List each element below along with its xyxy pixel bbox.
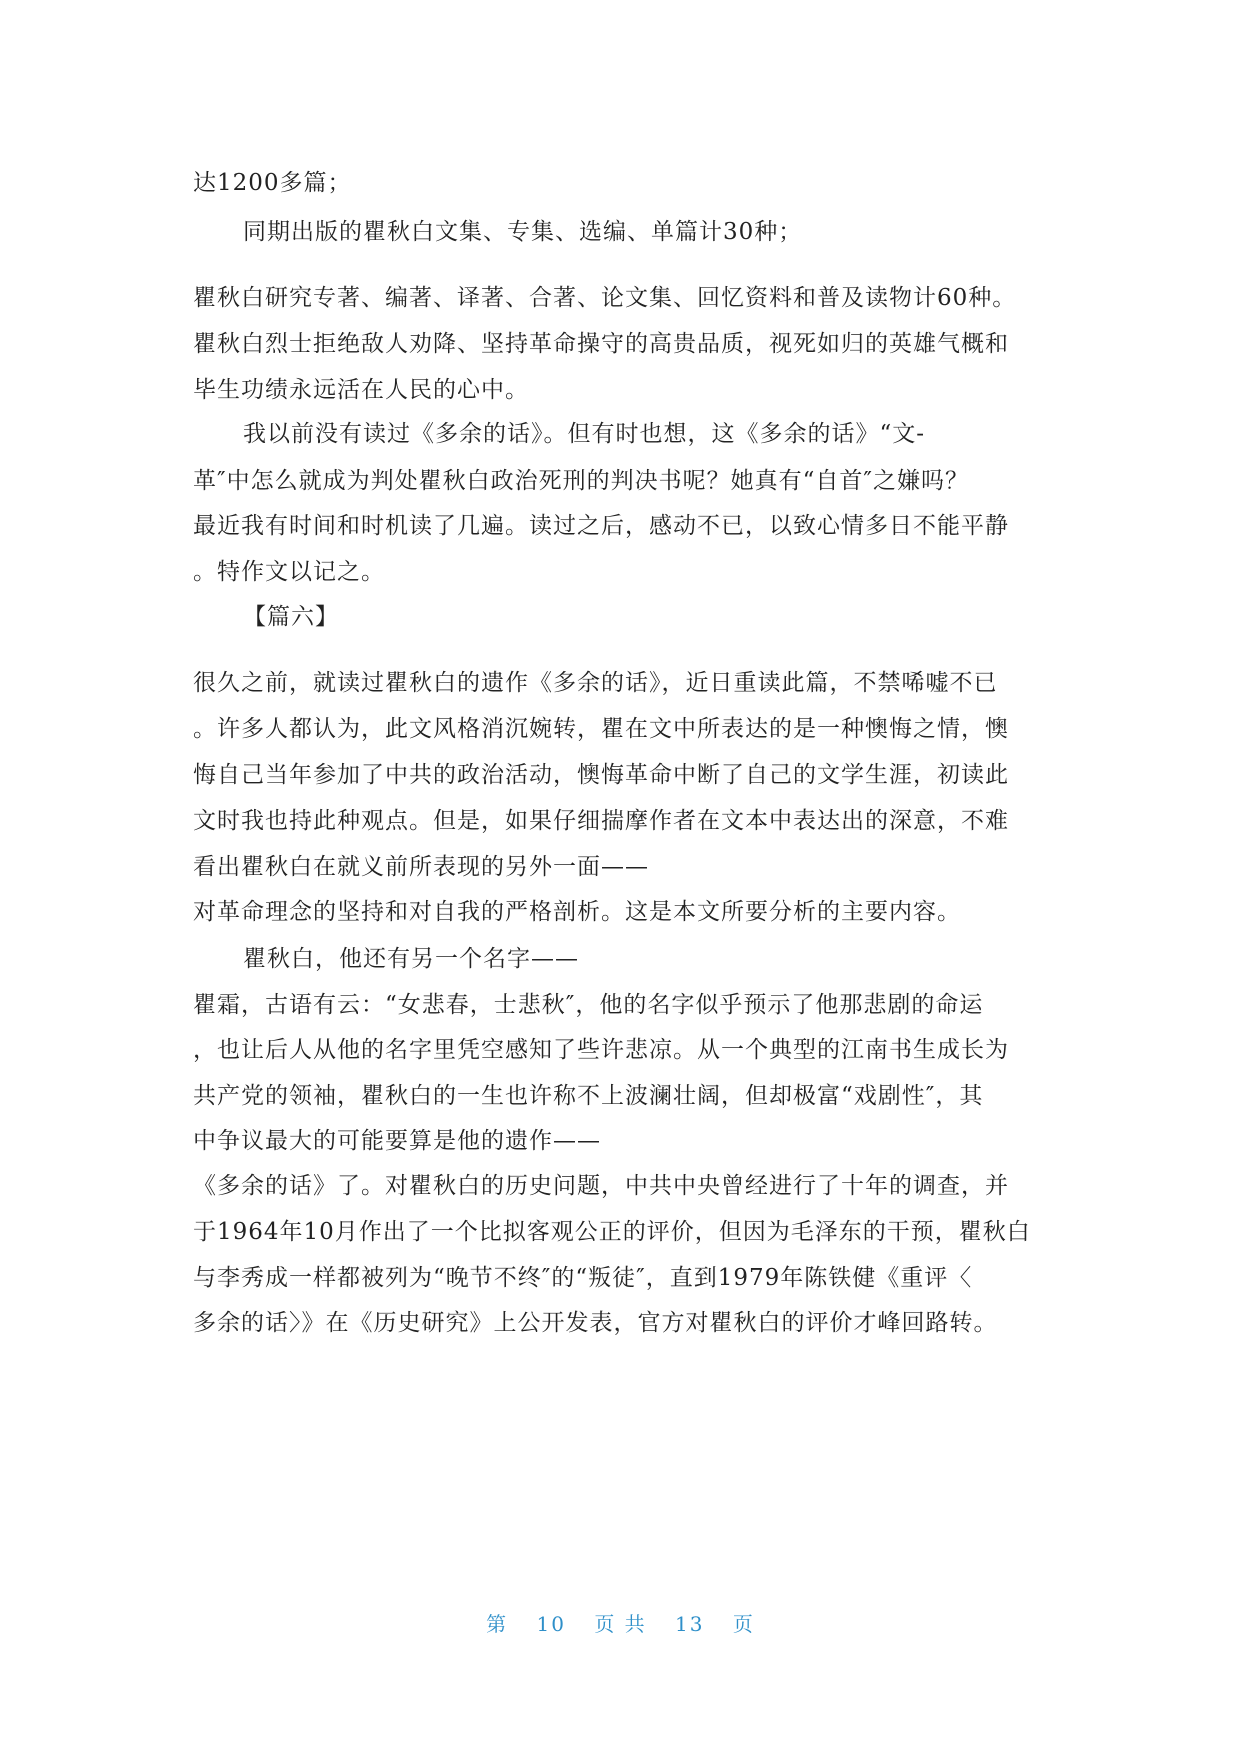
total-page-count: 13 <box>675 1612 705 1636</box>
text-line: 悔自己当年参加了中共的政治活动，懊悔革命中断了自己的文学生涯，初读此 <box>193 762 1009 788</box>
text-line: 与李秀成一样都被列为“晚节不终″的“叛徒″，直到1979年陈铁健《重评〈 <box>193 1265 973 1291</box>
current-page-number: 10 <box>536 1612 566 1636</box>
footer-label-ye: 页 <box>732 1612 755 1636</box>
text-line: 革″中怎么就成为判处瞿秋白政治死刑的判决书呢？她真有“自首″之嫌吗？ <box>193 468 969 494</box>
text-line: 《多余的话》了。对瞿秋白的历史问题，中共中央曾经进行了十年的调查，并 <box>193 1173 1009 1199</box>
text-line: 很久之前，就读过瞿秋白的遗作《多余的话》，近日重读此篇，不禁唏嘘不已 <box>193 670 998 696</box>
footer-label-ye-gong: 页 共 <box>594 1612 647 1636</box>
text-line: 于1964年10月作出了一个比拟客观公正的评价，但因为毛泽东的干预，瞿秋白 <box>193 1219 1031 1245</box>
text-line: 看出瞿秋白在就义前所表现的另外一面—— <box>193 854 649 880</box>
text-line: 。许多人都认为，此文风格消沉婉转，瞿在文中所表达的是一种懊悔之情，懊 <box>193 716 1009 742</box>
text-line: 瞿秋白，他还有另一个名字—— <box>243 946 579 972</box>
text-line: 对革命理念的坚持和对自我的严格剖析。这是本文所要分析的主要内容。 <box>193 899 961 925</box>
text-line: 同期出版的瞿秋白文集、专集、选编、单篇计30种； <box>243 219 803 245</box>
text-line: 瞿秋白研究专著、编著、译著、合著、论文集、回忆资料和普及读物计60种。 <box>193 285 1017 311</box>
text-line: 多余的话〉》在《历史研究》上公开发表，官方对瞿秋白的评价才峰回路转。 <box>193 1310 998 1336</box>
text-line: 瞿霜，古语有云：“女悲春，士悲秋″，他的名字似乎预示了他那悲剧的命运 <box>193 992 984 1018</box>
section-heading: 【篇六】 <box>243 604 339 630</box>
text-line: 中争议最大的可能要算是他的遗作—— <box>193 1128 601 1154</box>
text-line: 文时我也持此种观点。但是，如果仔细揣摩作者在文本中表达出的深意，不难 <box>193 808 1009 834</box>
text-line: 达1200多篇； <box>193 170 352 196</box>
text-line: 毕生功绩永远活在人民的心中。 <box>193 377 529 403</box>
text-line: 我以前没有读过《多余的话》。但有时也想，这《多余的话》“文- <box>243 421 926 447</box>
text-line: 瞿秋白烈士拒绝敌人劝降、坚持革命操守的高贵品质，视死如归的英雄气概和 <box>193 331 1009 357</box>
text-line: 。特作文以记之。 <box>193 559 385 585</box>
text-line: 共产党的领袖，瞿秋白的一生也许称不上波澜壮阔，但却极富“戏剧性″，其 <box>193 1083 984 1109</box>
text-line: 最近我有时间和时机读了几遍。读过之后，感动不已，以致心情多日不能平静 <box>193 513 1009 539</box>
page-footer <box>0 1608 1241 1637</box>
footer-label-di: 第 <box>486 1612 509 1636</box>
text-line: ，也让后人从他的名字里凭空感知了些许悲凉。从一个典型的江南书生成长为 <box>193 1037 1009 1063</box>
